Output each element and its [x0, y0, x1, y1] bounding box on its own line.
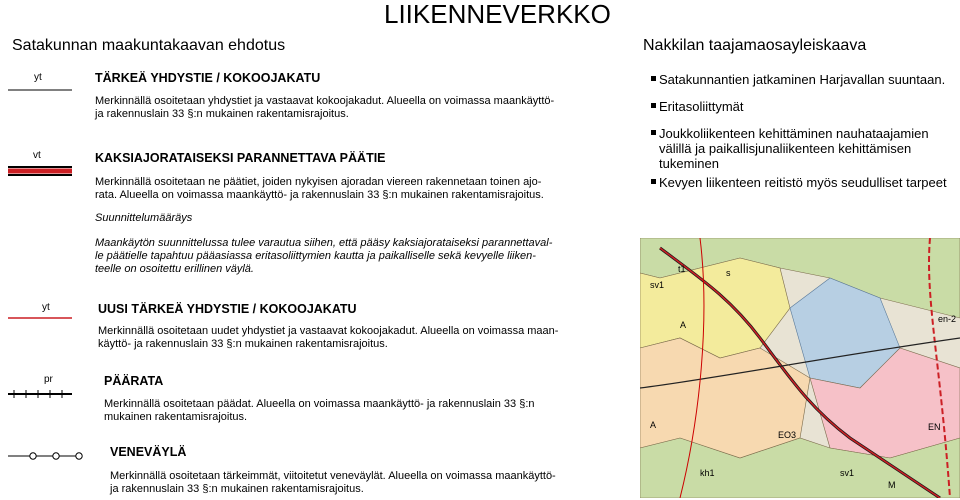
map-label: sv1: [650, 280, 665, 290]
legend-line: Merkinnällä osoitetaan ne päätiet, joiden nykyisen ajoradan viereen rakennetaan toinen ajo-: [95, 176, 542, 188]
bullet-item: Joukkoliikenteen kehittäminen nauhataajamien välillä ja paikallisjunaliikenteen kehittämisen tukeminen: [655, 126, 955, 171]
legend-heading: PÄÄRATA: [104, 374, 164, 388]
map-label: A: [650, 420, 657, 430]
legend-line: Maankäytön suunnittelussa tulee varautua siihen, että pääsy kaksiajorataiseksi parannettaval-: [95, 237, 553, 249]
legend-symbol-pr: [8, 390, 72, 398]
legend-line: le päätielle tapahtuu pääasiassa eritasoliittymien kautta ja paikalliselle sekä kevyelle liiken-: [95, 250, 536, 262]
legend-line: teelle on osoitettu erillinen väylä.: [95, 263, 254, 275]
legend-line: käyttö- ja rakennuslain 33 §:n mukainen rakentamisrajoitus.: [98, 338, 388, 350]
legend-description: [95, 176, 585, 202]
map-label: sv1: [840, 468, 855, 478]
legend-line: mukainen rakentamisrajoitus.: [104, 411, 248, 423]
land-use-map: [640, 238, 960, 498]
left-section-title: Satakunnan maakuntakaavan ehdotus: [12, 37, 286, 54]
legend-description: [110, 470, 590, 496]
legend-line: Merkinnällä osoitetaan uudet yhdystiet ja vastaavat kokoojakadut. Alueella on voimassa maan-: [98, 325, 559, 337]
legend-code-pr: pr: [44, 374, 53, 385]
legend-line: Merkinnällä osoitetaan yhdystiet ja vastaavat kokoojakadut. Alueella on voimassa maankäyttö-: [95, 95, 555, 107]
legend-line: rata. Alueella on voimassa maankäyttö- ja rakennuslain 33 §:n mukainen rakentamisrajoitus.: [95, 189, 544, 201]
right-section-title: Nakkilan taajamaosayleiskaava: [643, 37, 867, 54]
legend-subheading: Suunnittelumääräys: [95, 212, 193, 224]
legend-heading: UUSI TÄRKEÄ YHDYSTIE / KOKOOJAKATU: [98, 302, 357, 316]
bullet-item: Eritasoliittymät: [655, 99, 955, 114]
legend-code-vt: vt: [33, 150, 41, 161]
legend-regulation: [95, 237, 585, 276]
legend-description: [95, 95, 585, 121]
legend-heading: VENEVÄYLÄ: [110, 445, 187, 459]
map-label: s: [726, 268, 731, 278]
bullet-list: [655, 72, 955, 190]
legend-symbol-vt: [8, 167, 72, 175]
page-title: LIIKENNEVERKKO: [384, 0, 611, 29]
legend-heading: KAKSIAJORATAISEKSI PARANNETTAVA PÄÄTIE: [95, 151, 386, 165]
bullet-item: Satakunnantien jatkaminen Harjavallan suuntaan.: [655, 72, 955, 87]
legend-line: Merkinnällä osoitetaan tärkeimmät, viitoitetut veneväylät. Alueella on voimassa maankäyttö-: [110, 470, 556, 482]
legend-symbol-boat-route: [8, 453, 82, 459]
map-label: M: [888, 480, 896, 490]
legend-description: [104, 398, 584, 424]
map-label: en-2: [938, 314, 957, 324]
legend-symbols: [0, 60, 90, 500]
legend-line: Merkinnällä osoitetaan päädat. Alueella on voimassa maankäyttö- ja rakennuslain 33 §:n: [104, 398, 535, 410]
legend-description: [98, 325, 588, 351]
legend-code-new-yt: yt: [42, 302, 50, 313]
bullet-item: Kevyen liikenteen reitistö myös seudulliset tarpeet: [655, 175, 955, 190]
map-label: kh1: [700, 468, 715, 478]
map-label: EN: [928, 422, 941, 432]
map-label: t1: [678, 264, 686, 274]
map-label: A: [680, 320, 687, 330]
legend-heading: TÄRKEÄ YHDYSTIE / KOKOOJAKATU: [95, 71, 321, 85]
legend-line: ja rakennuslain 33 §:n mukainen rakentamisrajoitus.: [95, 108, 349, 120]
legend-line: ja rakennuslain 33 §:n mukainen rakentamisrajoitus.: [110, 483, 364, 495]
legend-code-yt: yt: [34, 72, 42, 83]
map-label: EO3: [778, 430, 797, 440]
